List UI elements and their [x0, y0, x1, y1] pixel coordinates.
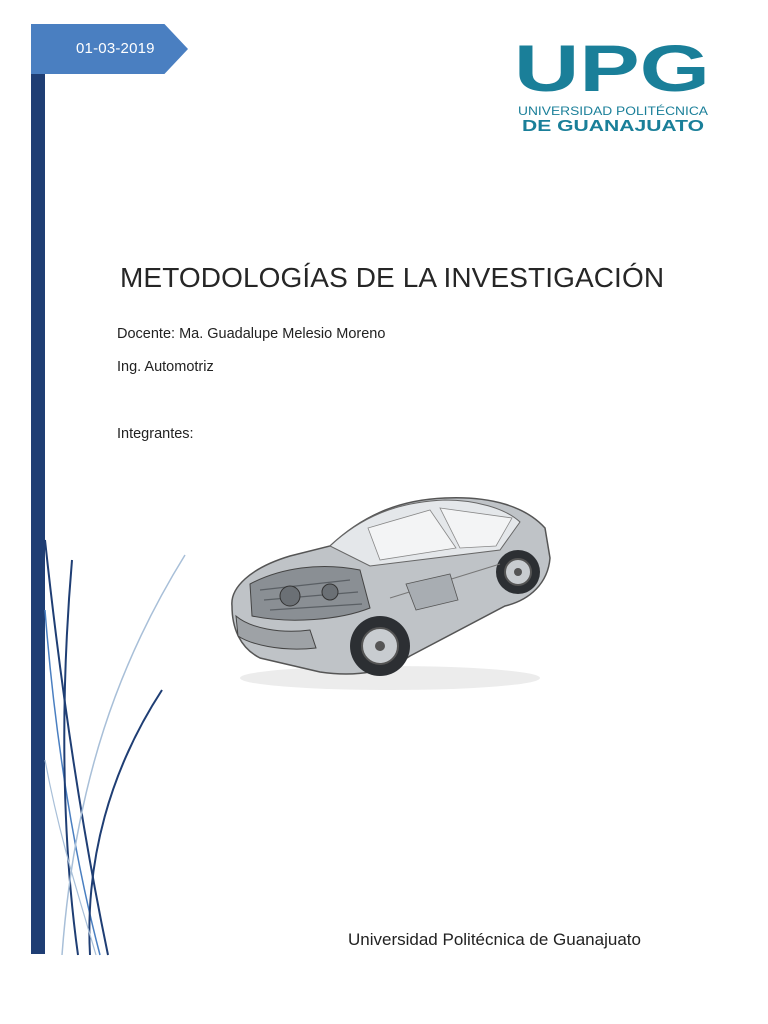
logo-line1: UNIVERSIDAD POLITÉCNICA [518, 106, 677, 118]
car-cutaway-illustration [220, 488, 560, 698]
university-logo [512, 36, 712, 136]
logo-mark: UPG [514, 36, 710, 105]
footer-institution: Universidad Politécnica de Guanajuato [348, 930, 641, 949]
date-label: 01-03-2019 [76, 40, 155, 57]
program-line: Ing. Automotriz [117, 359, 214, 375]
members-label: Integrantes: [117, 426, 194, 442]
teacher-line: Docente: Ma. Guadalupe Melesio Moreno [117, 326, 386, 342]
decorative-swoosh [0, 0, 200, 1024]
logo-line2: DE GUANAJUATO [522, 118, 704, 135]
page-title: METODOLOGÍAS DE LA INVESTIGACIÓN [120, 262, 665, 293]
